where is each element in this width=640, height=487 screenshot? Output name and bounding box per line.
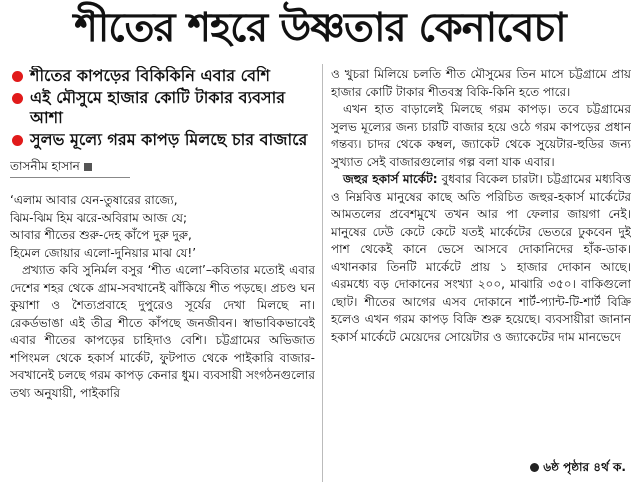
paragraph: প্রখ্যাত কবি সুনির্মল বসুর ‘শীত এলো’–কবিতার মতোই এবার দেশের শহর থেকে গ্রাম-সবখানেই ঝাঁকিয়ে শীত পড়ছে। প্রচণ্ড ঘন কুয়াশা ও শৈত্যপ্রবাহে দুপুরেও সূর্যের দেখা মিলছে না। রেকর্ডভাঙা এই তীব্র শীতে কাঁপছে জনজীবন। স্বাভাবিকভাবেই এবার শীতের কাপড়ের চাহিদাও বেশি। চট্টগ্রামের অভিজাত শপিংমল থেকে হকার্স মার্কেট, ফুটপাত থেকে পাইকারি বাজার-সবখানেই চলছে গরম কাপড় কেনার ধুম। ব্যবসায়ী সংগঠনগুলোর তথ্য অনুযায়ী, পাইকারি	[10, 263, 315, 400]
paragraph: ও খুচরা মিলিয়ে চলতি শীত মৌসুমের তিন মাসে চট্টগ্রামে প্রায় হাজার কোটি টাকার শীতবস্ত্র বিকি-কিনি হতে পারে।	[331, 67, 631, 99]
continued-text: ৬ষ্ঠ পৃষ্ঠার ৪র্থ ক.	[543, 460, 626, 474]
bullet-text: এই মৌসুমে হাজার কোটি টাকার ব্যবসার আশা	[30, 88, 286, 127]
paragraph-with-subhead	[331, 171, 631, 346]
poem-quote	[10, 192, 315, 262]
byline	[10, 158, 130, 178]
poem-line: হিমেল জোয়ার এলো-দুনিয়ার মাঝ যে!’	[10, 245, 197, 260]
left-column	[10, 66, 315, 481]
poem-line: ‘এলাম আবার যেন-তুষারের রাজ্যে,	[10, 193, 178, 207]
square-icon	[84, 163, 92, 171]
right-body	[331, 66, 631, 346]
bullet-item	[10, 88, 315, 128]
poem-line: আবার শীতের শুরু-দেহ কাঁপে দুরু দুরু,	[10, 228, 192, 242]
column-divider	[322, 64, 323, 482]
bullet-item	[10, 130, 315, 150]
bullet-text: শীতের কাপড়ের বিকিকিনি এবার বেশি	[30, 66, 271, 85]
bullet-text: সুলভ মূল্যে গরম কাপড় মিলছে চার বাজারে	[30, 130, 308, 149]
headline: শীতের শহরে উষ্ণতার কেনাবেচা	[74, 5, 566, 51]
paragraph-text: বুধবার বিকেল চারটা। চট্টগ্রামের মধ্যবিত্ত ও নিম্নবিত্ত মানুষের কাছে অতি পরিচিত জহুর-হকার্স মার্কেটের আমতলের প্রবেশমুখে তখন আর পা ফেলার জায়গা নেই। মানুষের ঢেউ কেটে কেটে যতই মার্কেটের ভেতরে ঢুকবেন দুই পাশ থেকেই কানে ভেসে আসবে দোকানিদের হাঁক-ডাক। এখানকার তিনটি মার্কেটে প্রায় ১ হাজার দোকান আছে। এরমধ্যে বড় দোকানের সংখ্যা ২০০, মাঝারি ৩৫০। বাকিগুলো ছোট। শীতের আগের এসব দোকানে শার্ট-প্যান্ট-টি-শার্ট বিক্রি হলেও এখন গরম কাপড় বিক্রি শুরু হয়েছে। ব্যবসায়ীরা জানান হকার্স মার্কেটে মেয়েদের সোয়েটার ও জ্যাকেটের দাম মানভেদে	[331, 172, 631, 344]
red-dot-icon	[12, 135, 23, 146]
poem-line: ঝিম-ঝিম হিম ঝরে-অবিরাম আজ যে;	[10, 210, 187, 225]
paragraph: এখন হাত বাড়ালেই মিলছে গরম কাপড়। তবে চট্টগ্রামের সুলভ মূল্যের জন্য চারটি বাজার হয়ে ওঠে গরম কাপড়ের প্রধান গন্তব্য। চাদর থেকে কম্বল, জ্যাকেট থেকে সুয়েটার-হুডির জন্য সুখ্যাত সেই বাজারগুলোর গল্প বলা যাক এবার।	[331, 102, 631, 169]
author-name: তাসনীম হাসান	[10, 159, 80, 173]
highlight-bullets	[10, 66, 315, 150]
red-dot-icon	[12, 71, 23, 82]
left-body	[10, 262, 315, 402]
red-dot-icon	[12, 93, 23, 104]
bullet-item	[10, 66, 315, 86]
subhead: জহুর হকার্স মার্কেট:	[343, 172, 438, 186]
black-dot-icon	[530, 463, 539, 472]
continued-note	[530, 459, 626, 479]
right-column	[331, 66, 631, 481]
